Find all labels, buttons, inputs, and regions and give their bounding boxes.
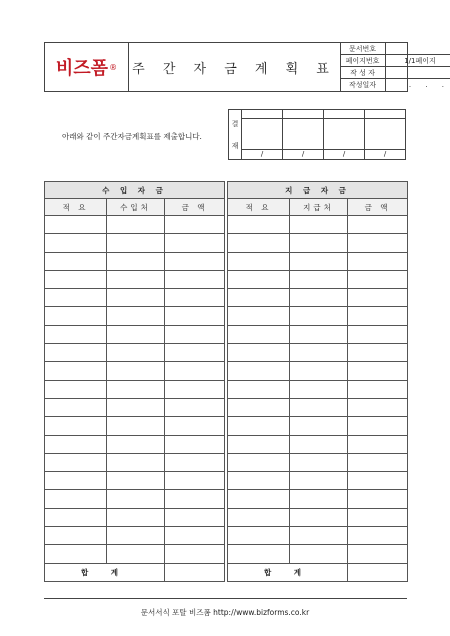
meta-values	[386, 43, 450, 91]
meta-value-author[interactable]	[386, 67, 450, 79]
income-col-amount: 금 액	[165, 199, 225, 216]
document-header	[44, 42, 450, 92]
income-source-cell[interactable]	[107, 398, 165, 416]
approval-sign-2[interactable]	[283, 119, 324, 150]
expense-payee-cell[interactable]	[290, 344, 348, 362]
expense-summary-cell[interactable]	[228, 472, 290, 490]
expense-amount-cell[interactable]	[348, 307, 408, 325]
expense-payee-cell[interactable]	[290, 289, 348, 307]
income-section-header: 수 입 자 금	[45, 182, 225, 199]
approval-date-3[interactable]: /	[324, 150, 365, 160]
income-summary-cell[interactable]	[45, 398, 107, 416]
expense-payee-cell[interactable]	[290, 417, 348, 435]
expense-amount-cell[interactable]	[348, 417, 408, 435]
income-total-label: 합 계	[45, 563, 165, 581]
expense-payee-cell[interactable]	[290, 398, 348, 416]
table-row	[45, 545, 408, 563]
income-amount-cell[interactable]	[165, 417, 225, 435]
approval-label-2: 재	[231, 141, 239, 150]
table-row	[45, 435, 408, 453]
table-row	[45, 234, 408, 252]
income-amount-cell[interactable]	[165, 234, 225, 252]
expense-total-amount[interactable]	[348, 563, 408, 581]
document-title: 주 간 자 금 계 획 표	[128, 43, 341, 91]
expense-summary-cell[interactable]	[228, 216, 290, 234]
expense-summary-cell[interactable]	[228, 289, 290, 307]
income-source-cell[interactable]	[107, 472, 165, 490]
expense-amount-cell[interactable]	[348, 527, 408, 545]
income-amount-cell[interactable]	[165, 362, 225, 380]
table-row	[45, 216, 408, 234]
expense-amount-cell[interactable]	[348, 472, 408, 490]
expense-payee-cell[interactable]	[290, 362, 348, 380]
income-summary-cell[interactable]	[45, 325, 107, 343]
expense-payee-cell[interactable]	[290, 545, 348, 563]
expense-payee-cell[interactable]	[290, 270, 348, 288]
approval-date-1[interactable]: /	[242, 150, 283, 160]
expense-amount-cell[interactable]	[348, 545, 408, 563]
income-summary-cell[interactable]	[45, 362, 107, 380]
income-amount-cell[interactable]	[165, 307, 225, 325]
table-row	[45, 252, 408, 270]
income-amount-cell[interactable]	[165, 344, 225, 362]
income-summary-cell[interactable]	[45, 527, 107, 545]
income-summary-cell[interactable]	[45, 417, 107, 435]
expense-summary-cell[interactable]	[228, 325, 290, 343]
income-summary-cell[interactable]	[45, 545, 107, 563]
approval-box	[228, 109, 406, 160]
expense-summary-cell[interactable]	[228, 344, 290, 362]
income-summary-cell[interactable]	[45, 270, 107, 288]
meta-label-date: 작성일자	[340, 79, 386, 91]
income-summary-cell[interactable]	[45, 380, 107, 398]
income-amount-cell[interactable]	[165, 398, 225, 416]
income-amount-cell[interactable]	[165, 252, 225, 270]
expense-summary-cell[interactable]	[228, 490, 290, 508]
expense-total-label: 합 계	[228, 563, 348, 581]
table-row	[45, 344, 408, 362]
expense-amount-cell[interactable]	[348, 252, 408, 270]
table-row	[45, 472, 408, 490]
expense-col-payee: 지급처	[290, 199, 348, 216]
income-summary-cell[interactable]	[45, 289, 107, 307]
income-source-cell[interactable]	[107, 289, 165, 307]
expense-payee-cell[interactable]	[290, 508, 348, 526]
expense-amount-cell[interactable]	[348, 435, 408, 453]
income-source-cell[interactable]	[107, 417, 165, 435]
expense-col-summary: 적 요	[228, 199, 290, 216]
footer-text: 문서서식 포탈 비즈폼 http://www.bizforms.co.kr	[140, 608, 310, 617]
expense-payee-cell[interactable]	[290, 435, 348, 453]
income-amount-cell[interactable]	[165, 545, 225, 563]
meta-label-doc-no: 문서번호	[340, 43, 386, 55]
income-source-cell[interactable]	[107, 234, 165, 252]
income-source-cell[interactable]	[107, 216, 165, 234]
expense-amount-cell[interactable]	[348, 325, 408, 343]
expense-amount-cell[interactable]	[348, 398, 408, 416]
table-row	[45, 490, 408, 508]
income-source-cell[interactable]	[107, 270, 165, 288]
expense-payee-cell[interactable]	[290, 490, 348, 508]
approval-date-4[interactable]: /	[365, 150, 406, 160]
table-row	[45, 453, 408, 471]
expense-payee-cell[interactable]	[290, 453, 348, 471]
expense-summary-cell[interactable]	[228, 398, 290, 416]
income-summary-cell[interactable]	[45, 435, 107, 453]
expense-payee-cell[interactable]	[290, 380, 348, 398]
income-source-cell[interactable]	[107, 490, 165, 508]
income-source-cell[interactable]	[107, 307, 165, 325]
table-row	[45, 307, 408, 325]
approval-sign-1[interactable]	[242, 119, 283, 150]
income-source-cell[interactable]	[107, 545, 165, 563]
brand-logo	[45, 43, 129, 91]
income-col-summary: 적 요	[45, 199, 107, 216]
income-source-cell[interactable]	[107, 527, 165, 545]
income-summary-cell[interactable]	[45, 472, 107, 490]
table-row	[45, 398, 408, 416]
income-summary-cell[interactable]	[45, 216, 107, 234]
income-amount-cell[interactable]	[165, 380, 225, 398]
expense-amount-cell[interactable]	[348, 289, 408, 307]
expense-amount-cell[interactable]	[348, 508, 408, 526]
income-amount-cell[interactable]	[165, 289, 225, 307]
income-summary-cell[interactable]	[45, 234, 107, 252]
expense-amount-cell[interactable]	[348, 234, 408, 252]
expense-payee-cell[interactable]	[290, 527, 348, 545]
expense-summary-cell[interactable]	[228, 234, 290, 252]
approval-title-3[interactable]	[324, 110, 365, 119]
registered-mark: ®	[109, 62, 118, 72]
income-amount-cell[interactable]	[165, 527, 225, 545]
table-row	[45, 289, 408, 307]
income-amount-cell[interactable]	[165, 216, 225, 234]
income-amount-cell[interactable]	[165, 490, 225, 508]
expense-amount-cell[interactable]	[348, 270, 408, 288]
approval-label	[229, 110, 242, 160]
expense-summary-cell[interactable]	[228, 362, 290, 380]
meta-value-doc-no[interactable]	[386, 43, 450, 55]
expense-summary-cell[interactable]	[228, 307, 290, 325]
table-row	[45, 362, 408, 380]
income-summary-cell[interactable]	[45, 307, 107, 325]
expense-amount-cell[interactable]	[348, 344, 408, 362]
income-amount-cell[interactable]	[165, 472, 225, 490]
approval-label-1: 결	[231, 119, 239, 128]
income-amount-cell[interactable]	[165, 435, 225, 453]
meta-label-author: 작 성 자	[340, 67, 386, 79]
expense-summary-cell[interactable]	[228, 453, 290, 471]
income-col-source: 수입처	[107, 199, 165, 216]
table-row	[45, 270, 408, 288]
expense-summary-cell[interactable]	[228, 380, 290, 398]
income-source-cell[interactable]	[107, 344, 165, 362]
income-source-cell[interactable]	[107, 508, 165, 526]
expense-col-amount: 금 액	[348, 199, 408, 216]
expense-payee-cell[interactable]	[290, 325, 348, 343]
income-source-cell[interactable]	[107, 435, 165, 453]
income-source-cell[interactable]	[107, 325, 165, 343]
intro-text: 아래와 같이 주간자금계획표를 제출합니다.	[62, 132, 202, 141]
expense-amount-cell[interactable]	[348, 453, 408, 471]
table-row	[45, 417, 408, 435]
expense-payee-cell[interactable]	[290, 216, 348, 234]
income-summary-cell[interactable]	[45, 252, 107, 270]
income-source-cell[interactable]	[107, 380, 165, 398]
expense-summary-cell[interactable]	[228, 508, 290, 526]
expense-summary-cell[interactable]	[228, 545, 290, 563]
expense-payee-cell[interactable]	[290, 307, 348, 325]
approval-title-4[interactable]	[365, 110, 406, 119]
income-source-cell[interactable]	[107, 252, 165, 270]
expense-amount-cell[interactable]	[348, 380, 408, 398]
income-amount-cell[interactable]	[165, 508, 225, 526]
expense-section-header: 지 급 자 금	[228, 182, 408, 199]
funds-rows	[45, 216, 408, 564]
income-summary-cell[interactable]	[45, 490, 107, 508]
approval-title-1[interactable]	[242, 110, 283, 119]
income-summary-cell[interactable]	[45, 453, 107, 471]
expense-amount-cell[interactable]	[348, 362, 408, 380]
income-amount-cell[interactable]	[165, 325, 225, 343]
income-amount-cell[interactable]	[165, 453, 225, 471]
brand-name: 비즈폼	[55, 58, 109, 79]
expense-payee-cell[interactable]	[290, 472, 348, 490]
income-summary-cell[interactable]	[45, 508, 107, 526]
table-row	[45, 527, 408, 545]
table-row	[45, 325, 408, 343]
approval-sign-4[interactable]	[365, 119, 406, 150]
expense-payee-cell[interactable]	[290, 252, 348, 270]
expense-amount-cell[interactable]	[348, 490, 408, 508]
approval-sign-3[interactable]	[324, 119, 365, 150]
meta-value-date[interactable]: . . .	[408, 81, 450, 89]
funds-table	[44, 181, 408, 582]
expense-summary-cell[interactable]	[228, 435, 290, 453]
income-source-cell[interactable]	[107, 453, 165, 471]
income-total-amount[interactable]	[165, 563, 225, 581]
meta-value-page-no[interactable]: 1/1페이지	[386, 55, 450, 67]
expense-summary-cell[interactable]	[228, 270, 290, 288]
table-row	[45, 508, 408, 526]
income-amount-cell[interactable]	[165, 270, 225, 288]
income-source-cell[interactable]	[107, 362, 165, 380]
expense-amount-cell[interactable]	[348, 216, 408, 234]
approval-date-2[interactable]: /	[283, 150, 324, 160]
meta-label-page-no: 페이지번호	[340, 55, 386, 67]
expense-payee-cell[interactable]	[290, 234, 348, 252]
expense-summary-cell[interactable]	[228, 527, 290, 545]
footer-divider	[44, 598, 407, 599]
income-summary-cell[interactable]	[45, 344, 107, 362]
expense-summary-cell[interactable]	[228, 252, 290, 270]
expense-summary-cell[interactable]	[228, 417, 290, 435]
table-row	[45, 380, 408, 398]
approval-title-2[interactable]	[283, 110, 324, 119]
